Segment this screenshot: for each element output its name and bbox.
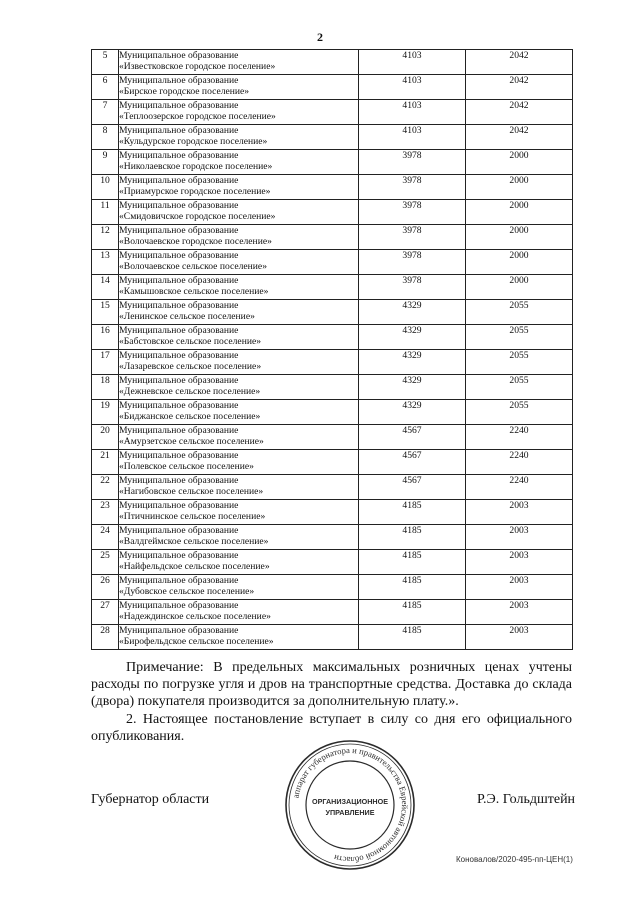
municipality-type: Муниципальное образование — [119, 350, 239, 361]
settlement-name: «Надеждинское сельское поселение» — [119, 611, 271, 622]
row-number: 20 — [92, 425, 119, 450]
settlement-name: «Дежневское сельское поселение» — [119, 386, 261, 397]
municipality-name — [119, 350, 359, 375]
table-row — [92, 400, 573, 425]
municipality-type: Муниципальное образование — [119, 50, 239, 61]
municipality-type: Муниципальное образование — [119, 425, 239, 436]
price-value-1: 4329 — [359, 325, 466, 350]
settlement-name: «Известковское городское поселение» — [119, 61, 276, 72]
seal-center-line2: УПРАВЛЕНИЕ — [325, 808, 375, 817]
document-reference-code: Коновалов/2020-495-пп-ЦЕН(1) — [456, 855, 573, 864]
municipality-type: Муниципальное образование — [119, 250, 239, 261]
page-number: 2 — [317, 30, 323, 44]
municipality-type: Муниципальное образование — [119, 325, 239, 336]
municipality-type: Муниципальное образование — [119, 525, 239, 536]
municipality-name — [119, 150, 359, 175]
municipality-type: Муниципальное образование — [119, 125, 239, 136]
row-number: 12 — [92, 225, 119, 250]
municipality-name — [119, 600, 359, 625]
price-value-2: 2042 — [466, 125, 573, 150]
municipality-type: Муниципальное образование — [119, 300, 239, 311]
table-row — [92, 275, 573, 300]
price-value-2: 2240 — [466, 450, 573, 475]
note-paragraph: Примечание: В предельных максимальных розничных ценах учтены расходы по погрузке угля и дров на транспортные средства. Доставка до склада (двора) покупателя производится за дополнительную плату.». — [91, 660, 572, 709]
row-number: 10 — [92, 175, 119, 200]
price-value-1: 4103 — [359, 75, 466, 100]
municipality-type: Муниципальное образование — [119, 475, 239, 486]
signatory-name: Р.Э. Гольдштейн — [477, 792, 576, 807]
settlement-name: «Бирофельдское сельское поселение» — [119, 636, 274, 647]
municipality-type: Муниципальное образование — [119, 225, 239, 236]
price-value-2: 2000 — [466, 175, 573, 200]
price-value-1: 3978 — [359, 275, 466, 300]
price-value-2: 2055 — [466, 350, 573, 375]
municipality-type: Муниципальное образование — [119, 450, 239, 461]
municipality-type: Муниципальное образование — [119, 150, 239, 161]
price-value-1: 3978 — [359, 150, 466, 175]
settlement-name: «Биджанское сельское поселение» — [119, 411, 261, 422]
municipality-type: Муниципальное образование — [119, 100, 239, 111]
table-row — [92, 350, 573, 375]
municipality-name — [119, 250, 359, 275]
municipality-name — [119, 475, 359, 500]
table-row — [92, 600, 573, 625]
price-value-2: 2055 — [466, 375, 573, 400]
row-number: 8 — [92, 125, 119, 150]
price-value-2: 2055 — [466, 300, 573, 325]
price-value-2: 2240 — [466, 425, 573, 450]
row-number: 18 — [92, 375, 119, 400]
signatory-title: Губернатор области — [91, 792, 210, 807]
price-value-1: 4185 — [359, 625, 466, 650]
row-number: 13 — [92, 250, 119, 275]
table-row — [92, 175, 573, 200]
row-number: 16 — [92, 325, 119, 350]
settlement-name: «Валдгеймское сельское поселение» — [119, 536, 269, 547]
municipality-name — [119, 325, 359, 350]
price-value-2: 2000 — [466, 250, 573, 275]
row-number: 19 — [92, 400, 119, 425]
price-value-1: 3978 — [359, 175, 466, 200]
municipality-type: Муниципальное образование — [119, 500, 239, 511]
table-row — [92, 300, 573, 325]
price-value-2: 2000 — [466, 275, 573, 300]
row-number: 11 — [92, 200, 119, 225]
row-number: 21 — [92, 450, 119, 475]
settlement-name: «Камышовское сельское поселение» — [119, 286, 269, 297]
price-value-1: 4185 — [359, 500, 466, 525]
table-row — [92, 50, 573, 75]
municipality-type: Муниципальное образование — [119, 175, 239, 186]
price-value-2: 2042 — [466, 100, 573, 125]
table-row — [92, 75, 573, 100]
municipality-name — [119, 200, 359, 225]
settlement-name: «Смидовичское городское поселение» — [119, 211, 276, 222]
price-value-1: 4103 — [359, 50, 466, 75]
municipality-name — [119, 500, 359, 525]
table-row — [92, 575, 573, 600]
price-value-1: 4567 — [359, 450, 466, 475]
municipality-name — [119, 50, 359, 75]
row-number: 27 — [92, 600, 119, 625]
row-number: 5 — [92, 50, 119, 75]
municipality-name — [119, 425, 359, 450]
price-value-2: 2003 — [466, 625, 573, 650]
municipality-name — [119, 375, 359, 400]
settlement-name: «Дубовское сельское поселение» — [119, 586, 255, 597]
price-value-2: 2000 — [466, 150, 573, 175]
price-value-2: 2003 — [466, 550, 573, 575]
municipality-type: Муниципальное образование — [119, 75, 239, 86]
row-number: 26 — [92, 575, 119, 600]
table-row — [92, 200, 573, 225]
price-value-1: 3978 — [359, 200, 466, 225]
price-value-2: 2003 — [466, 575, 573, 600]
official-seal-stamp — [283, 738, 417, 872]
row-number: 14 — [92, 275, 119, 300]
municipality-name — [119, 100, 359, 125]
price-value-1: 4185 — [359, 550, 466, 575]
settlement-name: «Найфельдское сельское поселение» — [119, 561, 270, 572]
settlement-name: «Николаевское городское поселение» — [119, 161, 273, 172]
price-value-2: 2003 — [466, 600, 573, 625]
price-value-1: 4329 — [359, 400, 466, 425]
price-value-2: 2003 — [466, 525, 573, 550]
municipality-name — [119, 625, 359, 650]
settlement-name: «Волочаевское сельское поселение» — [119, 261, 267, 272]
price-value-2: 2055 — [466, 325, 573, 350]
settlement-name: «Приамурское городское поселение» — [119, 186, 271, 197]
municipality-name — [119, 525, 359, 550]
table-row — [92, 150, 573, 175]
price-value-1: 4329 — [359, 300, 466, 325]
municipality-type: Муниципальное образование — [119, 200, 239, 211]
price-value-1: 4329 — [359, 375, 466, 400]
settlement-name: «Нагибовское сельское поселение» — [119, 486, 264, 497]
effective-date-paragraph: 2. Настоящее постановление вступает в силу со дня его официального опубликования. — [91, 712, 572, 744]
price-value-2: 2055 — [466, 400, 573, 425]
settlement-name: «Полевское сельское поселение» — [119, 461, 254, 472]
settlement-name: «Теплоозерское городское поселение» — [119, 111, 276, 122]
row-number: 22 — [92, 475, 119, 500]
table-row — [92, 100, 573, 125]
row-number: 15 — [92, 300, 119, 325]
table-row — [92, 500, 573, 525]
settlement-name: «Птичнинское сельское поселение» — [119, 511, 266, 522]
price-value-2: 2003 — [466, 500, 573, 525]
price-value-1: 3978 — [359, 225, 466, 250]
table-row — [92, 475, 573, 500]
municipality-type: Муниципальное образование — [119, 275, 239, 286]
table-row — [92, 625, 573, 650]
row-number: 24 — [92, 525, 119, 550]
price-value-1: 4567 — [359, 425, 466, 450]
table-row — [92, 525, 573, 550]
price-value-1: 4185 — [359, 575, 466, 600]
municipality-type: Муниципальное образование — [119, 600, 239, 611]
municipality-name — [119, 550, 359, 575]
price-value-1: 4567 — [359, 475, 466, 500]
table-row — [92, 250, 573, 275]
municipality-name — [119, 75, 359, 100]
price-value-1: 4185 — [359, 525, 466, 550]
price-value-1: 3978 — [359, 250, 466, 275]
price-table-body — [92, 50, 573, 650]
settlement-name: «Амурзетское сельское поселение» — [119, 436, 264, 447]
municipality-type: Муниципальное образование — [119, 400, 239, 411]
municipality-name — [119, 400, 359, 425]
municipality-name — [119, 450, 359, 475]
municipality-name — [119, 275, 359, 300]
settlement-name: «Бирское городское поселение» — [119, 86, 250, 97]
settlement-name: «Волочаевское городское поселение» — [119, 236, 272, 247]
price-value-2: 2000 — [466, 200, 573, 225]
table-row — [92, 325, 573, 350]
price-value-2: 2042 — [466, 75, 573, 100]
municipality-name — [119, 175, 359, 200]
seal-center-line1: ОРГАНИЗАЦИОННОЕ — [311, 797, 389, 806]
table-row — [92, 225, 573, 250]
price-value-1: 4103 — [359, 100, 466, 125]
table-row — [92, 375, 573, 400]
municipality-type: Муниципальное образование — [119, 550, 239, 561]
row-number: 23 — [92, 500, 119, 525]
municipality-name — [119, 300, 359, 325]
settlement-name: «Кульдурское городское поселение» — [119, 136, 268, 147]
settlement-name: «Бабстовское сельское поселение» — [119, 336, 262, 347]
price-value-2: 2240 — [466, 475, 573, 500]
price-value-1: 4103 — [359, 125, 466, 150]
row-number: 28 — [92, 625, 119, 650]
price-value-2: 2000 — [466, 225, 573, 250]
municipality-name — [119, 225, 359, 250]
price-value-1: 4329 — [359, 350, 466, 375]
table-row — [92, 425, 573, 450]
row-number: 25 — [92, 550, 119, 575]
municipality-type: Муниципальное образование — [119, 625, 239, 636]
municipality-name — [119, 575, 359, 600]
table-row — [92, 450, 573, 475]
municipality-type: Муниципальное образование — [119, 375, 239, 386]
row-number: 6 — [92, 75, 119, 100]
settlement-name: «Ленинское сельское поселение» — [119, 311, 255, 322]
row-number: 17 — [92, 350, 119, 375]
table-row — [92, 125, 573, 150]
price-value-2: 2042 — [466, 50, 573, 75]
price-table — [91, 49, 573, 650]
price-value-1: 4185 — [359, 600, 466, 625]
table-row — [92, 550, 573, 575]
row-number: 9 — [92, 150, 119, 175]
municipality-name — [119, 125, 359, 150]
municipality-type: Муниципальное образование — [119, 575, 239, 586]
row-number: 7 — [92, 100, 119, 125]
settlement-name: «Лазаревское сельское поселение» — [119, 361, 262, 372]
seal-outer-text: аппарат губернатора и правительства Еврейской автономной области — [290, 744, 411, 866]
